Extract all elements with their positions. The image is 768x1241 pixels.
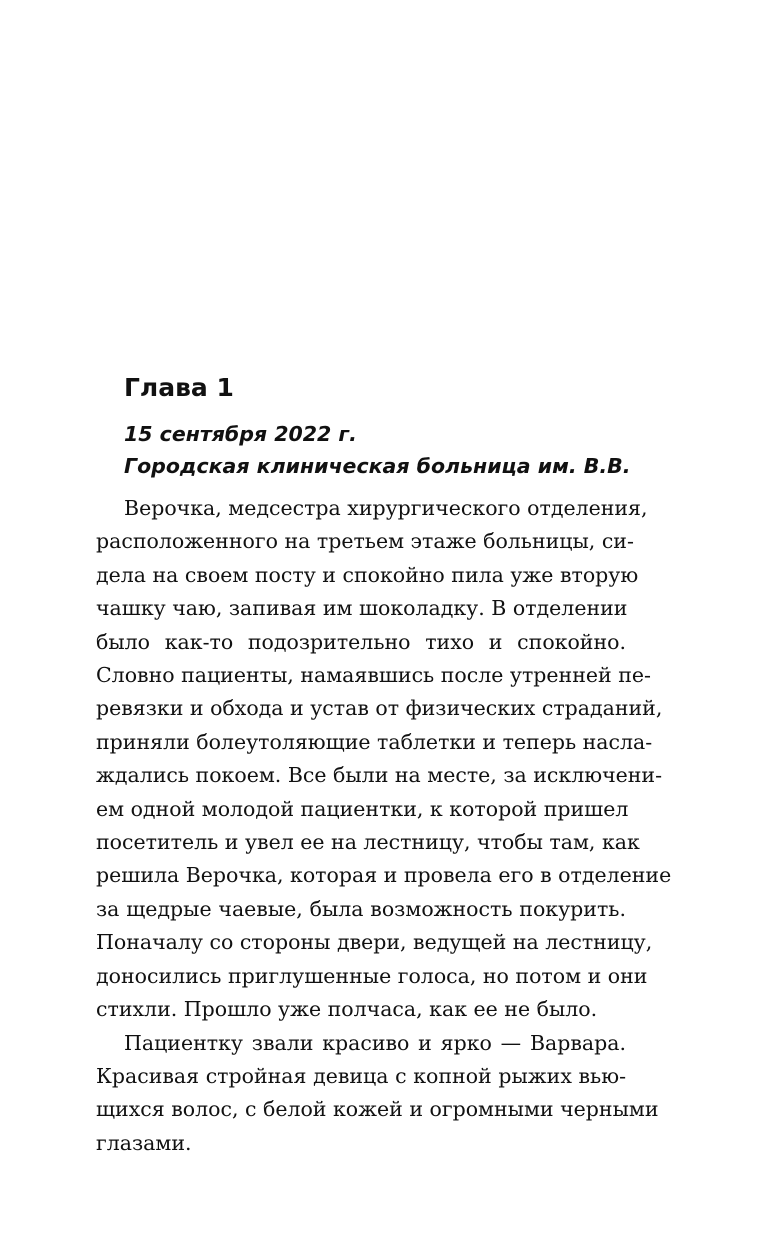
text-line: посетитель и увел ее на лестницу, чтобы там, как: [96, 830, 640, 855]
paragraph-1: [96, 492, 672, 1027]
text-line: чашку чаю, запивая им шоколадку. В отделении: [96, 596, 628, 621]
text-line: Верочка, медсестра хирургического отделения,: [124, 496, 648, 520]
chapter-body: [96, 492, 672, 1160]
text-line: Красивая стройная девица с копной рыжих вью-: [96, 1063, 626, 1088]
text-line: за щедрые чаевые, была возможность покурить.: [96, 896, 626, 921]
text-line: ждались покоем. Все были на месте, за исключени-: [96, 763, 663, 788]
text-line: Словно пациенты, намаявшись после утренней пе-: [96, 663, 651, 688]
text-line: дела на своем посту и спокойно пила уже вторую: [96, 562, 639, 587]
epigraph-date: 15 сентября 2022 г.: [124, 422, 357, 446]
text-line: щихся волос, с белой кожей и огромными черными: [96, 1097, 659, 1122]
epigraph: [124, 418, 631, 482]
text-line: ревязки и обхода и устав от физических страданий,: [96, 696, 663, 721]
text-line: расположенного на третьем этаже больницы, си-: [96, 529, 634, 554]
text-line: приняли болеутоляющие таблетки и теперь насла-: [96, 729, 653, 754]
text-line: Пациентку звали красиво и ярко — Варвара.: [124, 1030, 626, 1055]
text-line: глазами.: [96, 1130, 192, 1155]
text-line: было как-то подозрительно тихо и спокойно.: [96, 629, 626, 654]
chapter-title: Глава 1: [124, 373, 234, 402]
epigraph-place: Городская клиническая больница им. В.В.: [124, 454, 631, 478]
text-line: стихли. Прошло уже полчаса, как ее не было.: [96, 997, 598, 1022]
text-line: Поначалу со стороны двери, ведущей на лестницу,: [96, 930, 653, 955]
text-line: доносились приглушенные голоса, но потом и они: [96, 963, 648, 988]
paragraph-2: [96, 1027, 659, 1161]
text-line: ем одной молодой пациентки, к которой пришел: [96, 796, 629, 821]
text-line: решила Верочка, которая и провела его в отделение: [96, 863, 672, 888]
